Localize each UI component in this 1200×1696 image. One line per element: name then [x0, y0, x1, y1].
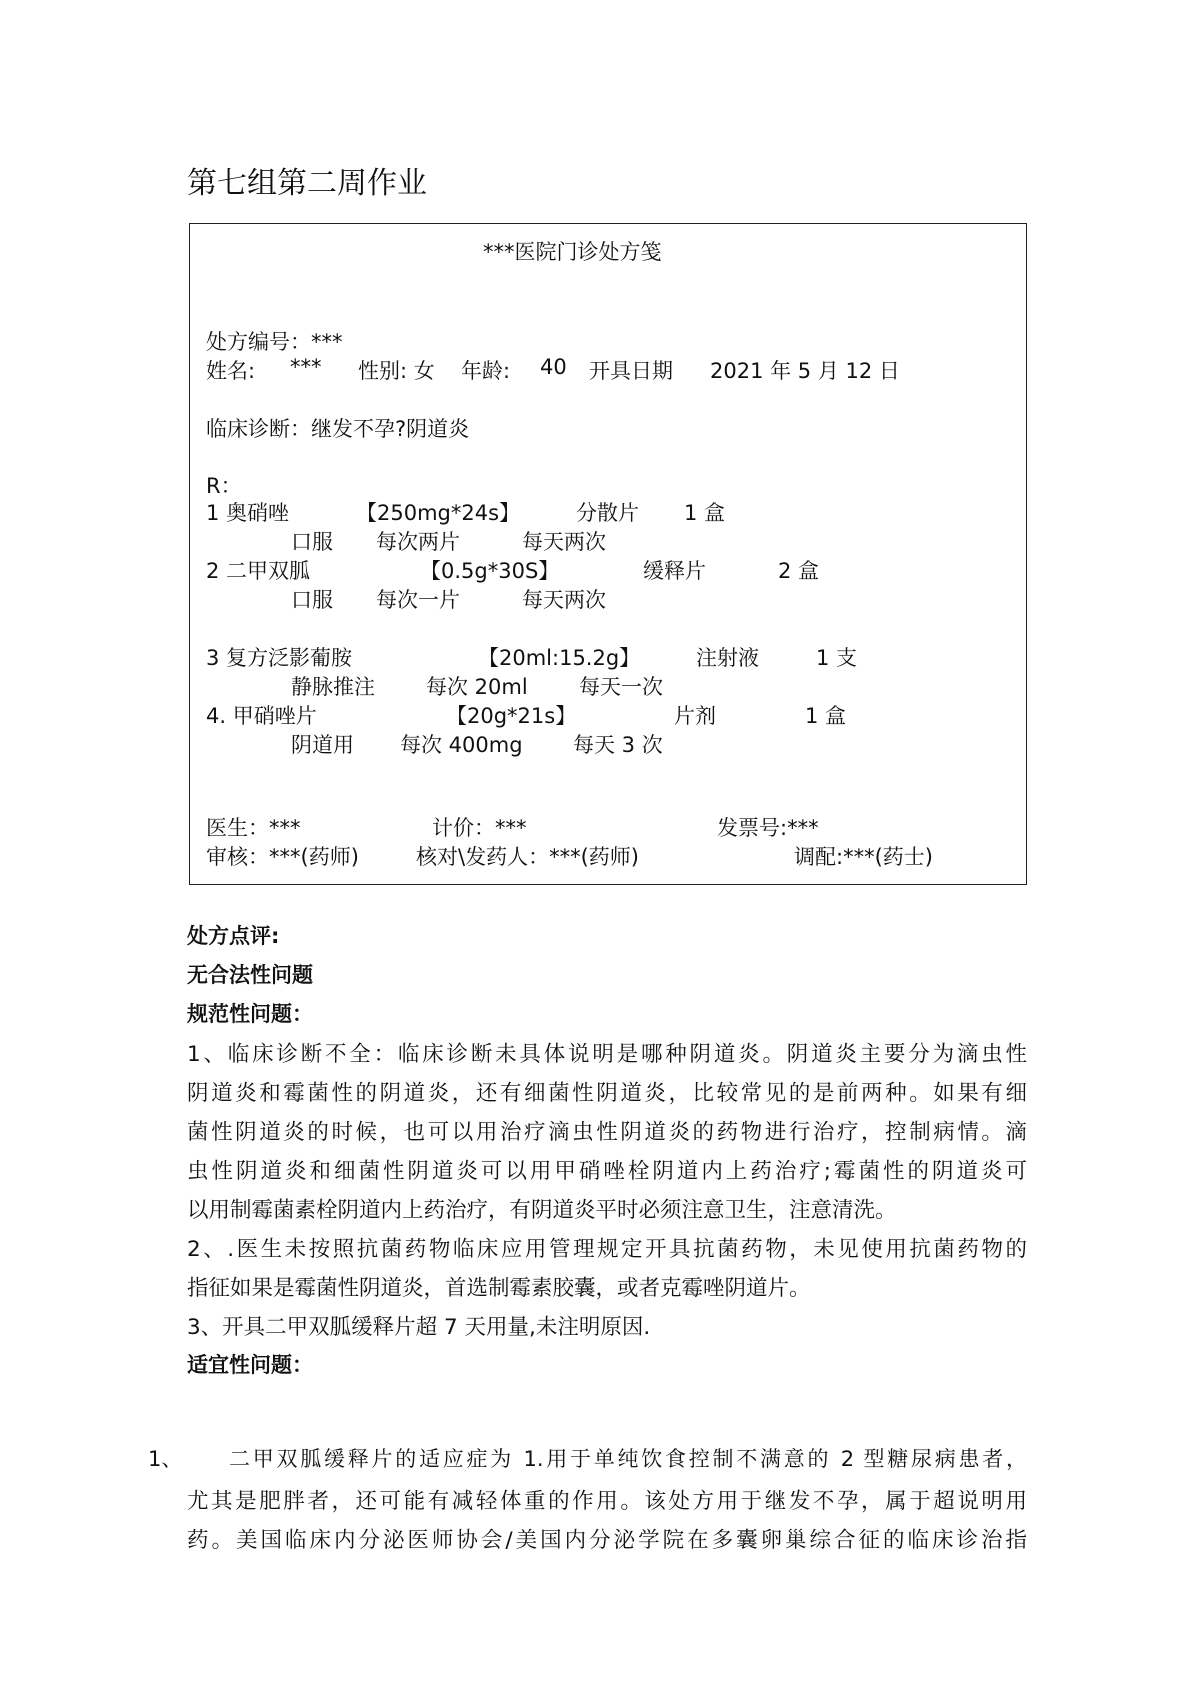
drug-form: 片剂	[674, 704, 716, 728]
drug-route: 口服	[291, 588, 333, 612]
drug-dose: 每次两片	[376, 530, 460, 554]
suitability-paragraph-line: 尤其是肥胖者，还可能有减轻体重的作用。该处方用于继发不孕，属于超说明用	[187, 1489, 1027, 1514]
norm-paragraph-line: 以用制霉菌素栓阴道内上药治疗，有阴道炎平时必须注意卫生，注意清洗。	[187, 1198, 897, 1223]
drug-name: 4. 甲硝唑片	[206, 704, 317, 728]
drug-name: 3 复方泛影葡胺	[206, 646, 353, 670]
norm-paragraph-line: 3、开具二甲双胍缓释片超 7 天用量,未注明原因.	[187, 1315, 651, 1340]
issue-date-value: 2021 年 5 月 12 日	[710, 359, 900, 383]
suitability-paragraph-line: 药。美国临床内分泌医师协会/美国内分泌学院在多囊卵巢综合征的临床诊治指	[187, 1528, 1027, 1553]
drug-spec: 【20g*21s】	[446, 704, 577, 728]
drug-name: 1 奥硝唑	[206, 501, 290, 525]
norm-paragraph-line: 菌性阴道炎的时候，也可以用治疗滴虫性阴道炎的药物进行治疗，控制病情。滴	[187, 1120, 1027, 1145]
document-title: 第七组第二周作业	[187, 166, 427, 201]
norm-paragraph-line: 指征如果是霉菌性阴道炎，首选制霉素胶囊，或者克霉唑阴道片。	[187, 1276, 811, 1301]
drug-frequency: 每天 3 次	[573, 733, 663, 757]
drug-quantity: 1 盒	[805, 704, 847, 728]
drug-spec: 【0.5g*30S】	[420, 559, 560, 583]
norm-paragraph-line: 2、.医生未按照抗菌药物临床应用管理规定开具抗菌药物，未见使用抗菌药物的	[187, 1237, 1027, 1262]
rx-symbol: R：	[206, 474, 242, 498]
suitability-number: 1、	[148, 1447, 183, 1471]
prescription-number: 处方编号：***	[206, 330, 343, 354]
review-field: 审核：***(药师)	[206, 845, 359, 869]
drug-dose: 每次 400mg	[400, 733, 523, 757]
issue-date-label: 开具日期	[589, 359, 673, 383]
drug-form: 分散片	[576, 501, 639, 525]
norm-paragraph-line: 1、临床诊断不全：临床诊断未具体说明是哪种阴道炎。阴道炎主要分为滴虫性	[187, 1042, 1027, 1067]
drug-route: 阴道用	[291, 733, 354, 757]
price-field: 计价：***	[432, 816, 527, 840]
drug-quantity: 1 支	[816, 646, 858, 670]
drug-form: 缓释片	[643, 559, 706, 583]
drug-frequency: 每天两次	[522, 530, 606, 554]
drug-name: 2 二甲双胍	[206, 559, 311, 583]
review-heading: 处方点评:	[187, 924, 280, 948]
legality-statement: 无合法性问题	[187, 963, 313, 987]
drug-quantity: 2 盒	[778, 559, 820, 583]
norm-paragraph-line: 阴道炎和霉菌性的阴道炎，还有细菌性阴道炎，比较常见的是前两种。如果有细	[187, 1081, 1027, 1106]
suitability-paragraph-line: 二甲双胍缓释片的适应症为 1.用于单纯饮食控制不满意的 2 型糖尿病患者，	[229, 1447, 1027, 1471]
clinical-diagnosis: 临床诊断：继发不孕?阴道炎	[206, 417, 470, 441]
patient-name-value: ***	[290, 355, 322, 379]
drug-spec: 【20ml:15.2g】	[478, 646, 641, 670]
patient-age-label: 年龄:	[461, 359, 511, 383]
drug-frequency: 每天两次	[522, 588, 606, 612]
mix-field: 调配:***(药士)	[794, 845, 933, 869]
patient-name-label: 姓名:	[206, 359, 256, 383]
drug-route: 口服	[291, 530, 333, 554]
drug-dose: 每次一片	[376, 588, 460, 612]
drug-frequency: 每天一次	[579, 675, 663, 699]
patient-gender: 性别: 女	[358, 359, 435, 383]
patient-age-value: 40	[540, 355, 567, 379]
dispense-field: 核对\发药人：***(药师)	[416, 845, 639, 869]
hospital-title: ***医院门诊处方笺	[483, 240, 662, 264]
norm-paragraph-line: 虫性阴道炎和细菌性阴道炎可以用甲硝唑栓阴道内上药治疗;霉菌性的阴道炎可	[187, 1159, 1027, 1184]
suitability-heading: 适宜性问题：	[187, 1353, 313, 1377]
drug-spec: 【250mg*24s】	[356, 501, 521, 525]
drug-route: 静脉推注	[291, 675, 375, 699]
norm-heading: 规范性问题：	[187, 1002, 313, 1026]
drug-quantity: 1 盒	[684, 501, 726, 525]
doctor-field: 医生：***	[206, 816, 301, 840]
drug-dose: 每次 20ml	[426, 675, 528, 699]
invoice-field: 发票号:***	[717, 816, 819, 840]
drug-form: 注射液	[696, 646, 759, 670]
